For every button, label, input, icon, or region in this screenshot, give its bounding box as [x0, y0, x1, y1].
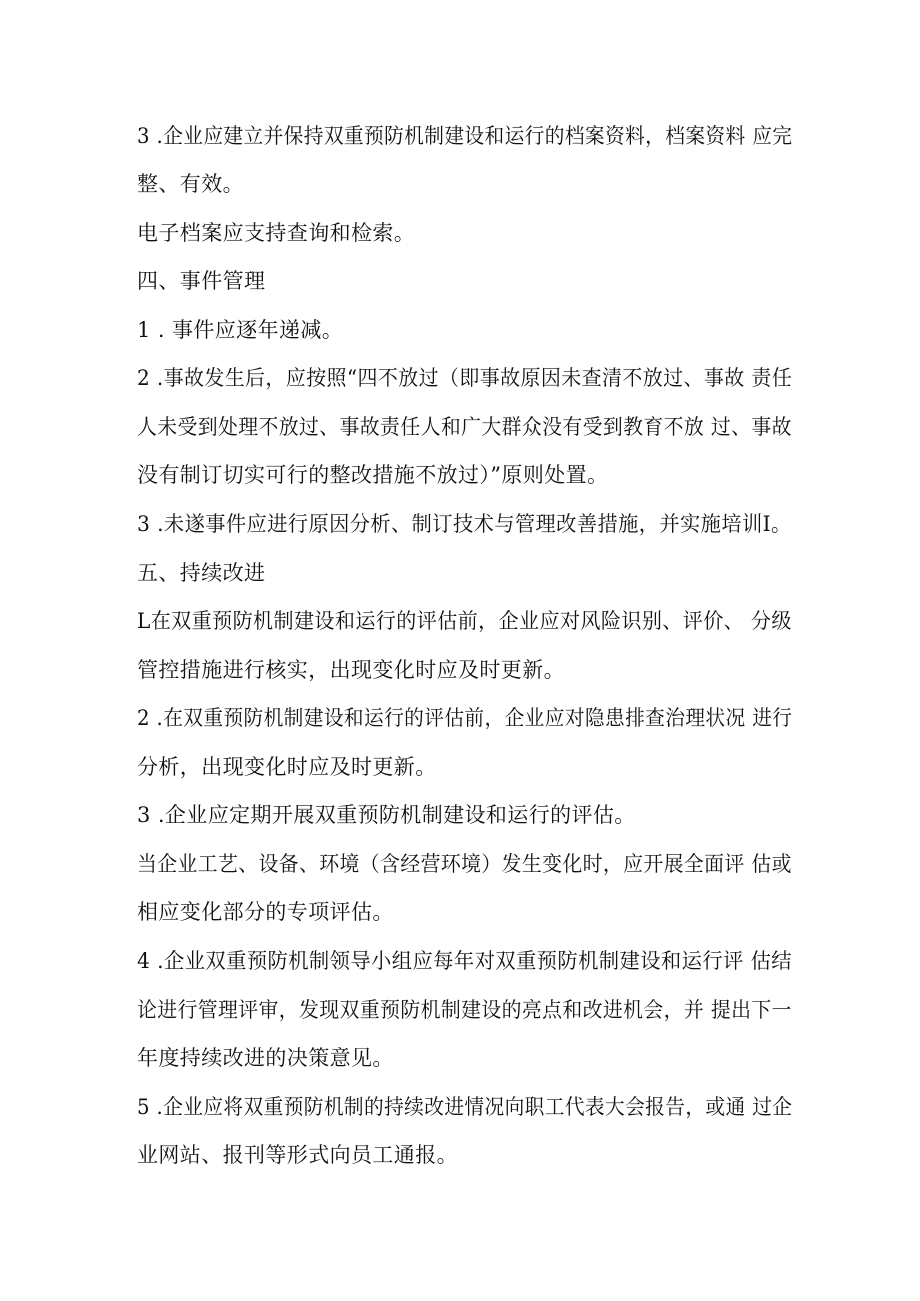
paragraph-line: 1 . 事件应逐年递减。	[137, 318, 344, 342]
paragraph-line: 当企业工艺、设备、环境（含经营环境）发生变化时，应开展全面评 估或	[137, 852, 792, 876]
paragraph-line: 4 .企业双重预防机制领导小组应每年对双重预防机制建设和运行评 估结	[137, 949, 792, 973]
paragraph-line: 3 .企业应定期开展双重预防机制建设和运行的评估。	[137, 803, 636, 827]
section-heading: 五、持续改进	[137, 561, 266, 585]
paragraph-line: 电子档案应支持查询和检索。	[137, 221, 416, 245]
paragraph-line: 整、有效。	[137, 172, 244, 196]
paragraph-line: 2 .在双重预防机制建设和运行的评估前，企业应对隐患排查治理状况 进行	[137, 706, 793, 730]
paragraph-line: 5 .企业应将双重预防机制的持续改进情况向职工代表大会报告，或通 过企	[137, 1095, 793, 1119]
paragraph-line: 论进行管理评审，发现双重预防机制建设的亮点和改进机会，并 提出下一	[137, 998, 792, 1022]
paragraph-line: 没有制订切实可行的整改措施不放过）”原则处置。	[137, 463, 609, 487]
section-heading: 四、事件管理	[137, 269, 266, 293]
paragraph-line: 分析，出现变化时应及时更新。	[137, 755, 437, 779]
paragraph-line: 2 .事故发生后，应按照“四不放过（即事故原因未查清不放过、事故 责任	[137, 366, 793, 390]
paragraph-line: 相应变化部分的专项评估。	[137, 900, 394, 924]
paragraph-line: 3 .未遂事件应进行原因分析、制订技术与管理改善措施，并实施培训I。	[137, 512, 792, 536]
paragraph-line: 管控措施进行核实，出现变化时应及时更新。	[137, 658, 565, 682]
paragraph-line: 3 .企业应建立并保持双重预防机制建设和运行的档案资料，档案资料 应完	[137, 124, 793, 148]
paragraph-line: L在双重预防机制建设和运行的评估前，企业应对风险识别、评价、 分级	[137, 609, 792, 633]
paragraph-line: 人未受到处理不放过、事故责任人和广大群众没有受到教育不放 过、事故	[137, 415, 792, 439]
paragraph-line: 年度持续改进的决策意见。	[137, 1046, 394, 1070]
paragraph-line: 业网站、报刊等形式向员工通报。	[137, 1143, 458, 1167]
